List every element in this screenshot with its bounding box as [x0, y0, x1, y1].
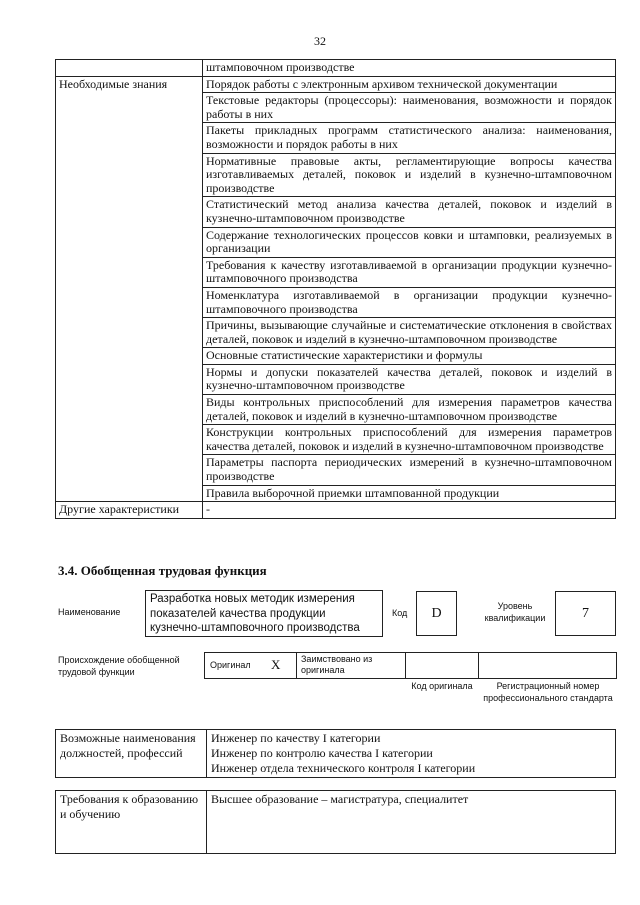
divider — [405, 653, 406, 678]
other-characteristics-value: - — [203, 502, 616, 519]
position-item: Инженер по контролю качества I категории — [211, 746, 433, 760]
knowledge-item: Основные статистические характеристики и формулы — [203, 348, 616, 365]
table-row — [56, 502, 616, 519]
knowledge-continuation: штамповочном производстве — [203, 60, 616, 77]
divider — [478, 653, 479, 678]
origin-label: Происхождение обобщенной трудовой функции — [58, 655, 180, 677]
knowledge-item: Номенклатура изготавливаемой в организации продукции кузнечно-штамповочного производства — [203, 287, 616, 317]
knowledge-item: Нормативные правовые акты, регламентирующие вопросы качества изготавливаемых деталей, поковок и изделий в кузнечно-штамповочном производстве — [203, 153, 616, 197]
positions-label: Возможные наименования должностей, профессий — [56, 730, 207, 778]
education-value: Высшее образование – магистратура, специалитет — [207, 791, 616, 854]
code-value: D — [416, 591, 457, 636]
knowledge-item: Конструкции контрольных приспособлений для измерения параметров качества деталей, поковок и изделий в кузнечно-штамповочном производстве — [203, 425, 616, 455]
other-characteristics-label: Другие характеристики — [56, 502, 203, 519]
education-table — [55, 790, 616, 854]
knowledge-item: Виды контрольных приспособлений для измерения параметров качества деталей, поковок и изделий в кузнечно-штамповочном производстве — [203, 395, 616, 425]
table-row — [56, 730, 616, 778]
education-label: Требования к образованию и обучению — [56, 791, 207, 854]
reg-number-caption: Регистрационный номер профессионального стандарта — [483, 681, 613, 703]
positions-list — [207, 730, 616, 778]
section-title: 3.4. Обобщенная трудовая функция — [58, 563, 267, 578]
name-label: Наименование — [58, 607, 121, 617]
table-row — [56, 60, 616, 77]
positions-table — [55, 729, 616, 778]
knowledge-item: Параметры паспорта периодических измерений в кузнечно-штамповочном производстве — [203, 455, 616, 485]
knowledge-item: Пакеты прикладных программ статистического анализа: наименования, возможности и порядок работы в них — [203, 123, 616, 153]
original-mark: X — [271, 657, 281, 672]
table-row — [56, 791, 616, 854]
knowledge-label: Необходимые знания — [56, 76, 203, 502]
qualification-level-label: Уровень квалификации — [484, 601, 546, 623]
position-item: Инженер по качеству I категории — [211, 731, 381, 745]
divider — [296, 653, 297, 678]
page-number: 32 — [314, 34, 326, 48]
knowledge-item: Причины, вызывающие случайные и систематические отклонения в свойствах деталей, поковок и изделий в кузнечно-штамповочном производстве — [203, 318, 616, 348]
knowledge-item: Правила выборочной приемки штампованной продукции — [203, 485, 616, 502]
empty-label-cell — [56, 60, 203, 77]
knowledge-table — [55, 59, 616, 519]
borrowed-label: Заимствовано из оригинала — [301, 654, 373, 675]
code-original-caption: Код оригинала — [411, 681, 473, 691]
knowledge-item: Содержание технологических процессов ковки и штамповки, реализуемых в организации — [203, 227, 616, 257]
knowledge-item: Порядок работы с электронным архивом технической документации — [203, 76, 616, 93]
position-item: Инженер отдела технического контроля I категории — [211, 761, 476, 775]
origin-box — [204, 652, 617, 679]
knowledge-item: Нормы и допуски показателей качества деталей, поковок и изделий в кузнечно-штамповочном производстве — [203, 364, 616, 394]
knowledge-item: Требования к качеству изготавливаемой в организации продукции кузнечно-штамповочного производства — [203, 257, 616, 287]
original-label: Оригинал — [210, 660, 251, 670]
function-name-value: Разработка новых методик измерения показателей качества продукции кузнечно-штамповочного производства — [145, 590, 383, 637]
knowledge-item: Текстовые редакторы (процессоры): наименования, возможности и порядок работы в них — [203, 93, 616, 123]
table-row — [56, 76, 616, 93]
knowledge-item: Статистический метод анализа качества деталей, поковок и изделий в кузнечно-штамповочном производстве — [203, 197, 616, 227]
qualification-level-value: 7 — [555, 591, 616, 636]
code-label: Код — [392, 608, 408, 618]
